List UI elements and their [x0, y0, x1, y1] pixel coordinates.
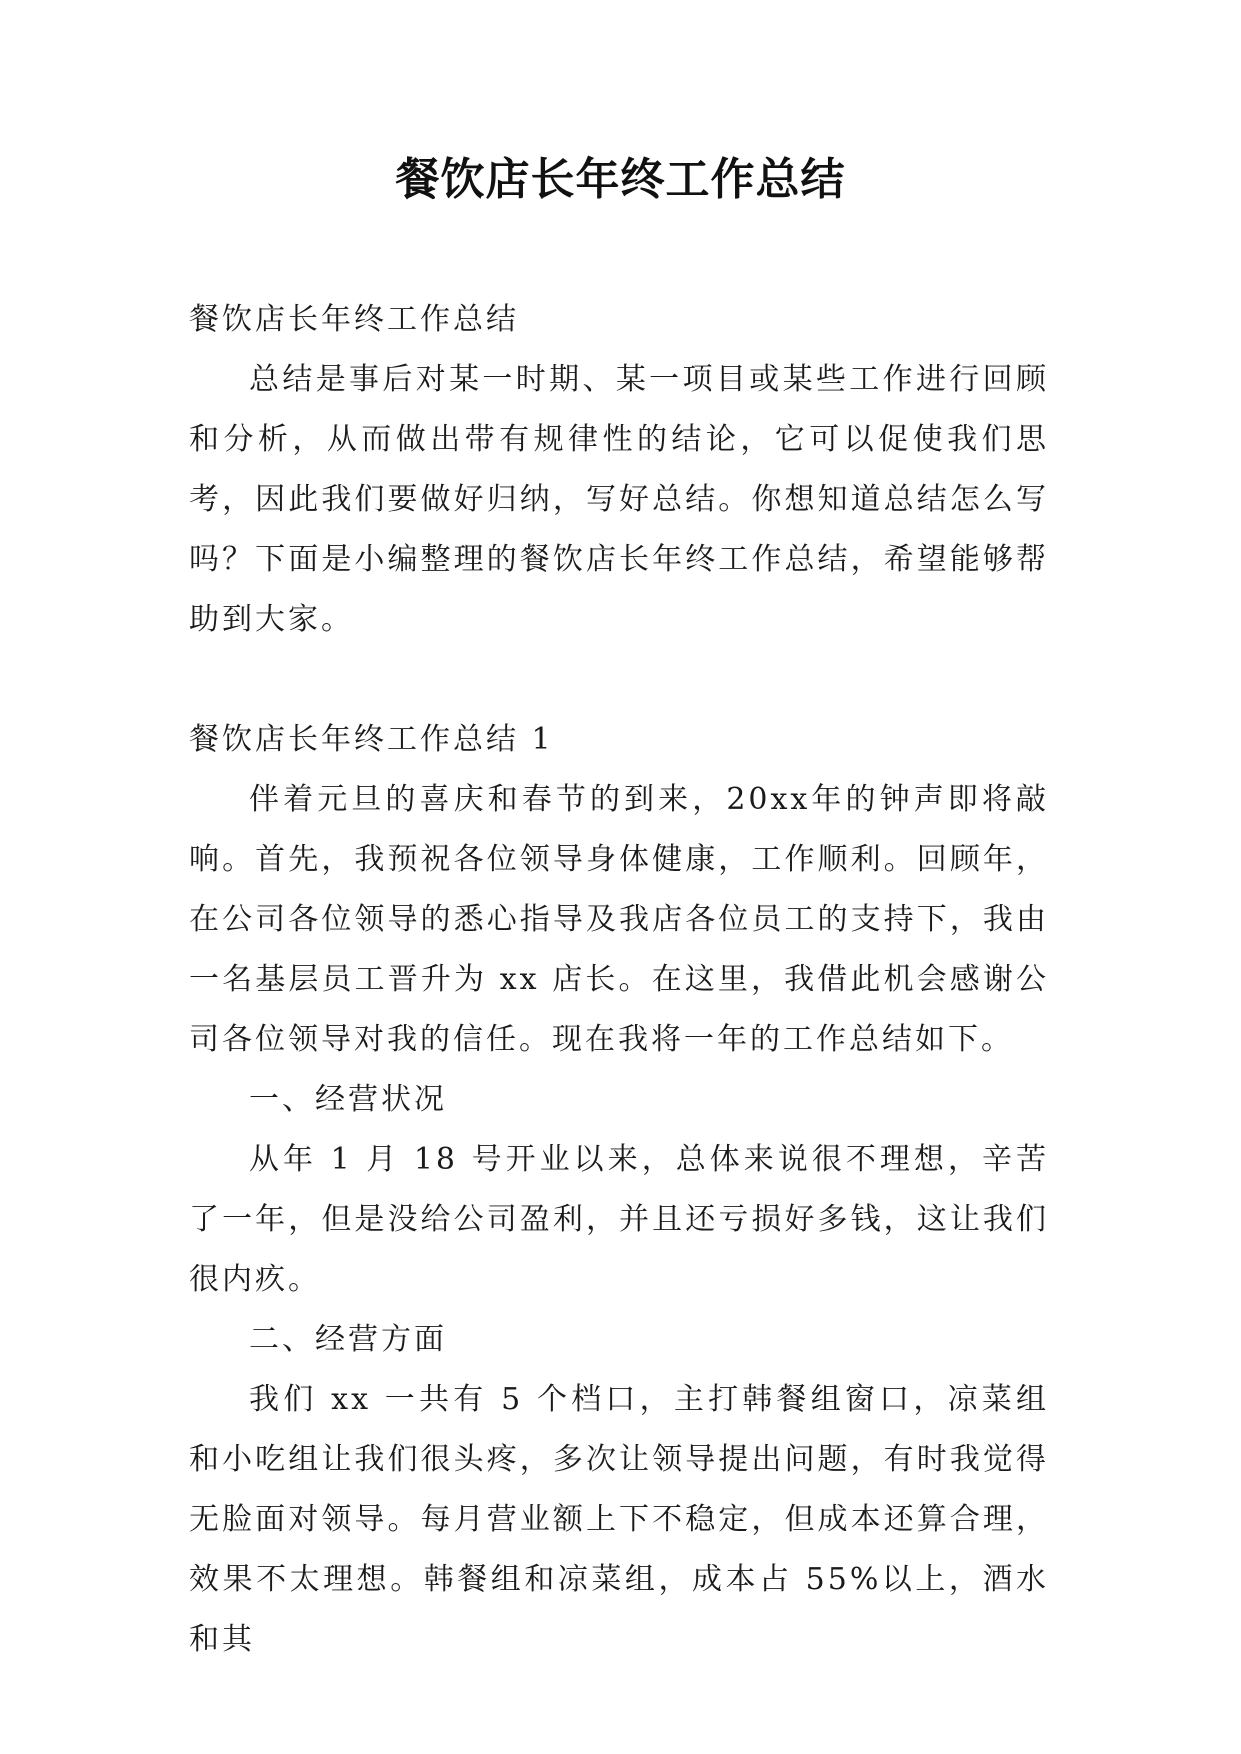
part1-heading: 一、经营状况 [249, 1082, 447, 1117]
part1-paragraph: 从年 1 月 18 号开业以来，总体来说很不理想，辛苦了一年，但是没给公司盈利，并且还亏损好多钱，这让我们很内疚。 [189, 1142, 1049, 1297]
document-title: 餐饮店长年终工作总结 [395, 154, 846, 205]
intro-paragraph: 总结是事后对某一时期、某一项目或某些工作进行回顾和分析，从而做出带有规律性的结论，它可以促使我们思考，因此我们要做好归纳，写好总结。你想知道总结怎么写吗？下面是小编整理的餐饮店长年终工作总结，希望能够帮助到大家。 [189, 362, 1049, 637]
part2-heading: 二、经营方面 [249, 1322, 447, 1357]
section-spacer [189, 650, 1049, 710]
part2-paragraph: 我们 xx 一共有 5 个档口，主打韩餐组窗口，凉菜组和小吃组让我们很头疼，多次让领导提出问题，有时我觉得无脸面对领导。每月营业额上下不稳定，但成本还算合理，效果不太理想。韩餐组和凉菜组，成本占 55%以上，酒水和其 [189, 1382, 1049, 1657]
document-subtitle: 餐饮店长年终工作总结 [189, 302, 519, 337]
section1-heading: 餐饮店长年终工作总结 1 [189, 722, 554, 757]
section1-paragraph: 伴着元旦的喜庆和春节的到来，20xx年的钟声即将敲响。首先，我预祝各位领导身体健康，工作顺利。回顾年，在公司各位领导的悉心指导及我店各位员工的支持下，我由一名基层员工晋升为 xx 店长。在这里，我借此机会感谢公司各位领导对我的信任。现在我将一年的工作总结如下。 [189, 782, 1049, 1057]
document-body [189, 290, 1049, 1670]
